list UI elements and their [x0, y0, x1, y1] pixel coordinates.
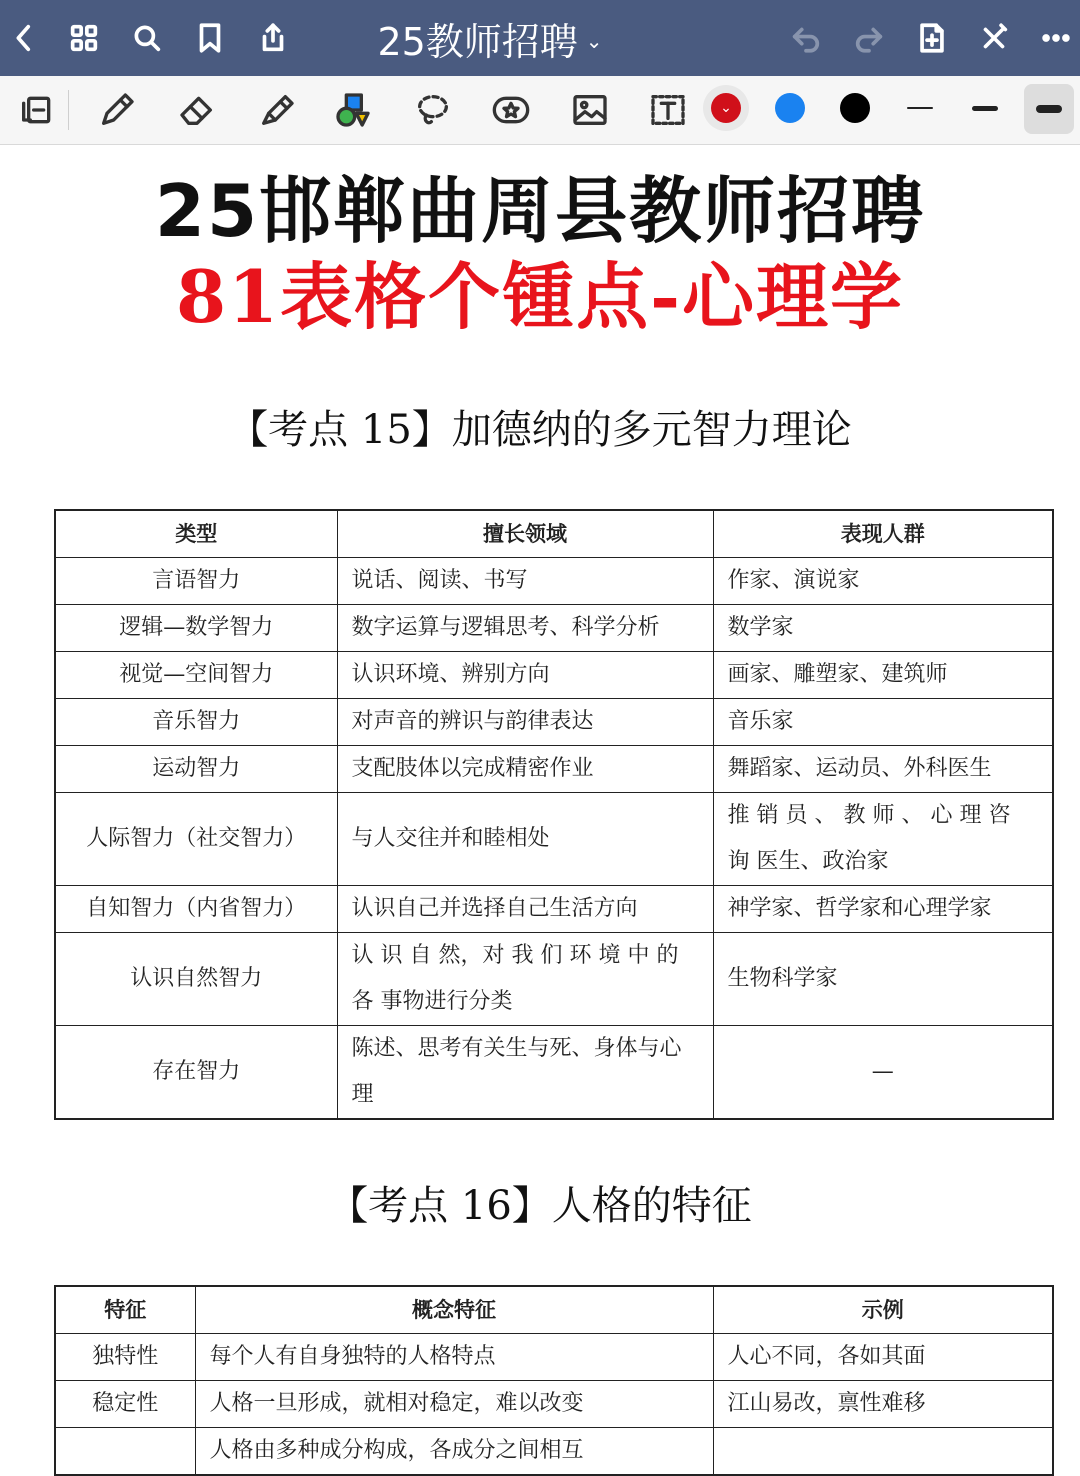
- section16-title: 【考点 16】人格的特征: [328, 1183, 752, 1229]
- table-cell: 生物科学家: [713, 933, 1053, 1026]
- table-header-row: [55, 510, 1053, 558]
- table-cell: 数学家: [713, 605, 1053, 652]
- table-cell: 人格一旦形成，就相对稳定，难以改变: [195, 1381, 713, 1428]
- table-cell: 视觉—空间智力: [55, 652, 337, 699]
- table-cell: 认识自然智力: [55, 933, 337, 1026]
- document-title[interactable]: [360, 12, 620, 64]
- image-icon[interactable]: [565, 86, 615, 134]
- undo-icon[interactable]: [782, 14, 830, 62]
- color-swatch-red[interactable]: ⌄: [711, 93, 741, 123]
- shapes-icon[interactable]: [328, 86, 378, 134]
- column-header: 擅长领域: [337, 510, 713, 558]
- search-icon[interactable]: [123, 14, 171, 62]
- table-cell: 推 销 员 、 教 师 、 心 理 咨 询 医生、政治家: [713, 793, 1053, 886]
- table-row: [55, 652, 1053, 699]
- table-row: [55, 793, 1053, 886]
- table-row: [55, 1381, 1053, 1428]
- table-cell: 与人交往并和睦相处: [337, 793, 713, 886]
- read-mode-icon[interactable]: [12, 86, 62, 134]
- sticker-icon[interactable]: [486, 86, 536, 134]
- column-header: 表现人群: [713, 510, 1053, 558]
- redo-icon[interactable]: [845, 14, 893, 62]
- table-cell: 音乐家: [713, 699, 1053, 746]
- table-row: [55, 886, 1053, 933]
- toolbar-divider: [68, 90, 69, 130]
- table-cell: 认识环境、辨别方向: [337, 652, 713, 699]
- lasso-icon[interactable]: [408, 86, 458, 134]
- table-cell: 独特性: [55, 1334, 195, 1381]
- intelligence-table: [54, 509, 1054, 1120]
- eraser-icon[interactable]: [172, 86, 222, 134]
- page-heading-line1: 25邯郸曲周县教师招聘: [154, 169, 926, 253]
- table-cell: 自知智力（内省智力）: [55, 886, 337, 933]
- column-header: 示例: [713, 1286, 1053, 1334]
- table-cell: 神学家、哲学家和心理学家: [713, 886, 1053, 933]
- table-cell: 人心不同，各如其面: [713, 1334, 1053, 1381]
- table-cell: 言语智力: [55, 558, 337, 605]
- page-heading-line2: 81表格个锺点-心理学: [175, 254, 905, 339]
- text-icon[interactable]: [643, 86, 693, 134]
- table-cell: 画家、雕塑家、建筑师: [713, 652, 1053, 699]
- table-cell: 支配肢体以完成精密作业: [337, 746, 713, 793]
- bookmark-icon[interactable]: [186, 14, 234, 62]
- share-icon[interactable]: [249, 14, 297, 62]
- table-cell: 存在智力: [55, 1026, 337, 1120]
- table-cell: 对声音的辨识与韵律表达: [337, 699, 713, 746]
- table-cell: 逻辑—数学智力: [55, 605, 337, 652]
- column-header: 概念特征: [195, 1286, 713, 1334]
- highlighter-icon[interactable]: [252, 86, 302, 134]
- table-cell: 人际智力（社交智力）: [55, 793, 337, 886]
- table-cell: 音乐智力: [55, 699, 337, 746]
- title-bar: [0, 0, 1080, 76]
- table-row: [55, 1026, 1053, 1120]
- table-row: [55, 605, 1053, 652]
- table-cell: 舞蹈家、运动员、外科医生: [713, 746, 1053, 793]
- table-cell: 认识自己并选择自己生活方向: [337, 886, 713, 933]
- thickness-thick-line: [1036, 105, 1062, 113]
- pen-icon[interactable]: [92, 86, 142, 134]
- back-icon[interactable]: [0, 14, 48, 62]
- table-cell: 江山易改，禀性难移: [713, 1381, 1053, 1428]
- chevron-down-icon: ⌄: [585, 29, 603, 53]
- column-header: 特征: [55, 1286, 195, 1334]
- column-header: 类型: [55, 510, 337, 558]
- table-cell: 陈述、思考有关生与死、身体与心理: [337, 1026, 713, 1120]
- table-row: [55, 558, 1053, 605]
- table-cell: [55, 1428, 195, 1476]
- annotation-toolbar: [0, 76, 1080, 145]
- personality-table: [54, 1285, 1054, 1476]
- table-cell: 认 识 自 然，对 我 们 环 境 中 的 各 事物进行分类: [337, 933, 713, 1026]
- thickness-thin[interactable]: [907, 107, 933, 109]
- table-cell: 数字运算与逻辑思考、科学分析: [337, 605, 713, 652]
- table-cell: 作家、演说家: [713, 558, 1053, 605]
- add-page-icon[interactable]: [908, 14, 956, 62]
- table-cell: 人格由多种成分构成，各成分之间相互: [195, 1428, 713, 1476]
- table-cell: 运动智力: [55, 746, 337, 793]
- table-row: [55, 1428, 1053, 1476]
- document-title-text: 25教师招聘: [377, 19, 578, 64]
- table-cell: —: [713, 1026, 1053, 1120]
- table-cell: 每个人有自身独特的人格特点: [195, 1334, 713, 1381]
- table-row: [55, 746, 1053, 793]
- table-header-row: [55, 1286, 1053, 1334]
- close-icon[interactable]: [970, 14, 1018, 62]
- table-cell: 稳定性: [55, 1381, 195, 1428]
- section15-title: 【考点 15】加德纳的多元智力理论: [228, 407, 852, 453]
- table-cell: 说话、阅读、书写: [337, 558, 713, 605]
- grid-icon[interactable]: [60, 14, 108, 62]
- table-row: [55, 699, 1053, 746]
- table-cell: [713, 1428, 1053, 1476]
- thickness-medium[interactable]: [972, 106, 998, 111]
- table-row: [55, 1334, 1053, 1381]
- color-swatch-blue[interactable]: [775, 93, 805, 123]
- more-icon[interactable]: [1032, 14, 1080, 62]
- color-swatch-black[interactable]: [840, 93, 870, 123]
- table-row: [55, 933, 1053, 1026]
